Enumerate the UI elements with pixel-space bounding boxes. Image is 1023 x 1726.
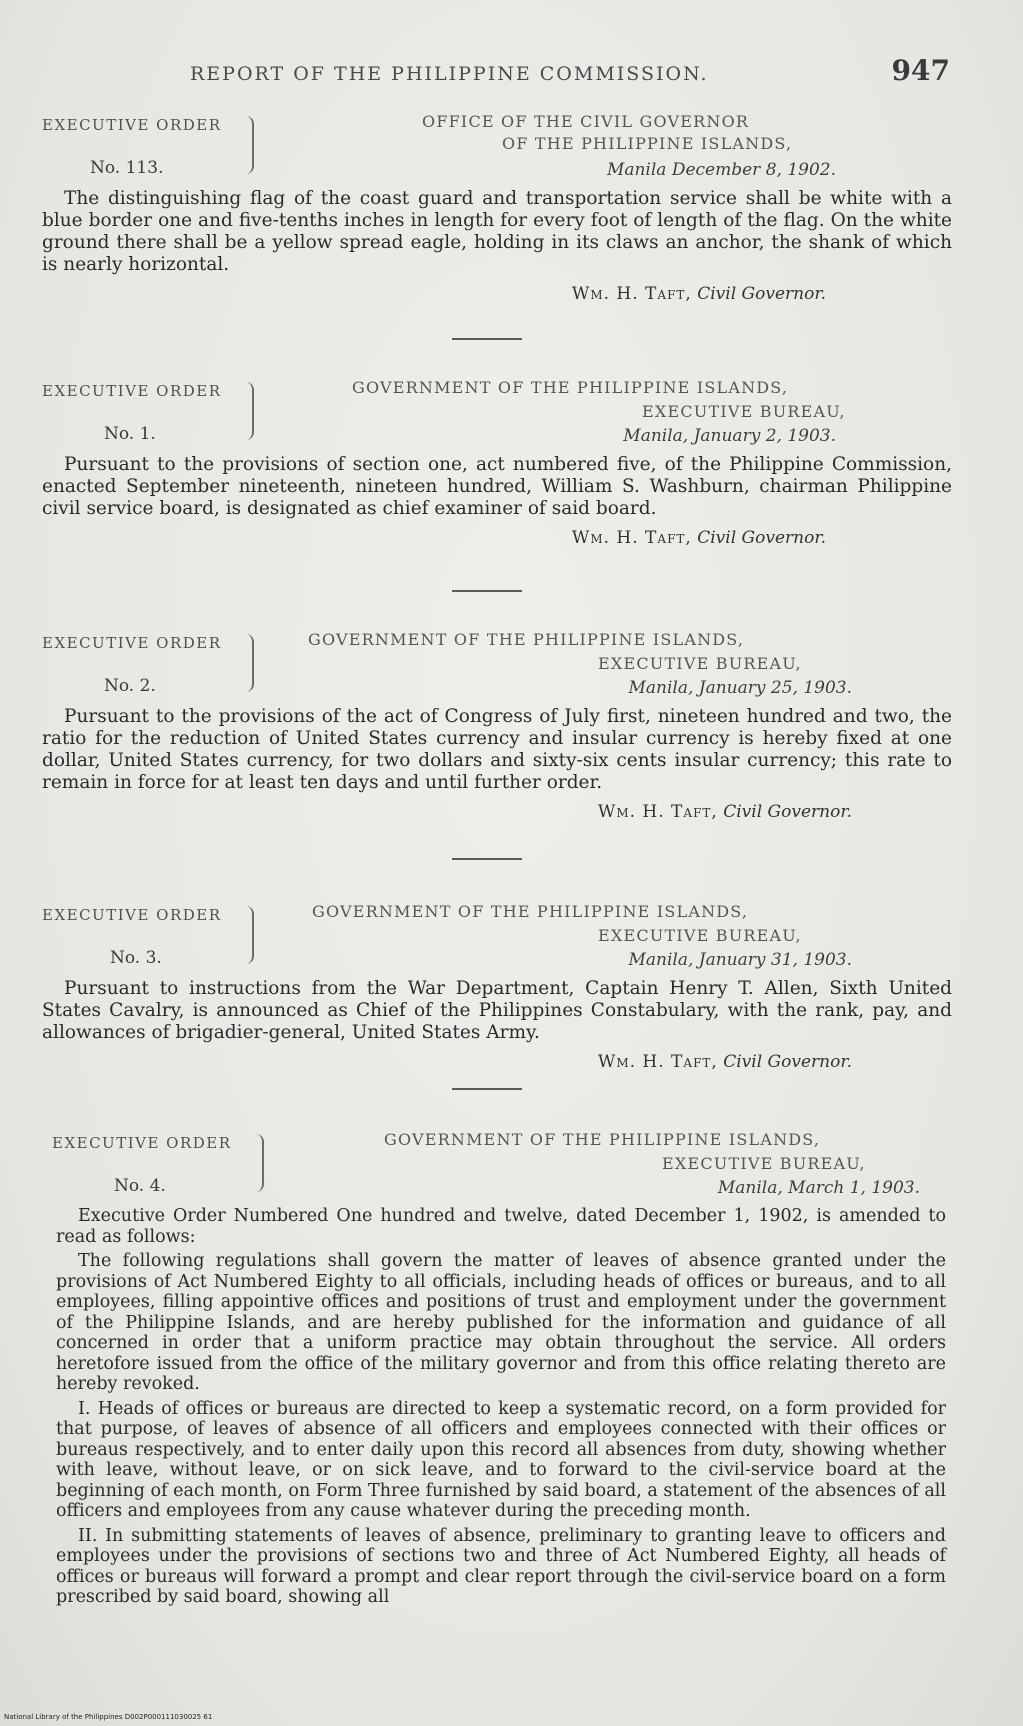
order-paragraph: The following regulations shall govern the matter of leaves of absence granted under the provisions of Act Numbered Eighty to all officials, including heads of offices or bureaus, and to all employees, filling appointive offices and positions of trust and employment under the government of the Philippine Islands, and are hereby published for the information and guidance of all concerned in order that a uniform practice may obtain throughout the service. All orders heretofore issued from the office of the military governor and from this office relating thereto are hereby revoked. <box>56 1251 946 1394</box>
office-line: EXECUTIVE BUREAU, <box>662 1154 866 1173</box>
order-number: No. 3. <box>110 948 162 968</box>
order-paragraph: The distinguishing flag of the coast guard and transportation service shall be white with a blue border one and five-tenths inches in length for every foot of length of the flag. On the white ground there shall be a yellow spread eagle, holding in its claws an anchor, the shank of which is nearly horizontal. <box>42 188 952 275</box>
executive-order-1 <box>42 378 952 548</box>
brace <box>242 382 254 440</box>
signature <box>42 528 952 548</box>
order-number: No. 1. <box>104 424 156 444</box>
signature-title: Civil Governor. <box>723 1052 852 1072</box>
brace <box>252 1134 264 1192</box>
office-line: GOVERNMENT OF THE PHILIPPINE ISLANDS, <box>312 902 749 921</box>
office-line: OFFICE OF THE CIVIL GOVERNOR <box>422 112 750 131</box>
signature-title: Civil Governor. <box>697 284 826 304</box>
office-line: EXECUTIVE BUREAU, <box>598 654 802 673</box>
order-number: No. 113. <box>90 158 164 178</box>
signature-title: Civil Governor. <box>723 802 852 822</box>
order-paragraph: Executive Order Numbered One hundred and twelve, dated December 1, 1902, is amended to read as follows: <box>56 1206 946 1247</box>
order-paragraph: II. In submitting statements of leaves of absence, preliminary to granting leave to officers and employees under the provisions of sections two and three of Act Numbered Eighty, all heads of offices or bureaus will forward a prompt and clear report through the civil-service board on a form prescribed by said board, showing all <box>56 1525 946 1607</box>
signature-name: Wm. H. Taft, <box>597 1052 718 1072</box>
dateline: Manila, January 25, 1903. <box>628 678 852 698</box>
office-line: EXECUTIVE BUREAU, <box>642 402 846 421</box>
office-line: OF THE PHILIPPINE ISLANDS, <box>502 134 793 153</box>
brace <box>242 634 254 692</box>
dateline: Manila, January 2, 1903. <box>623 426 836 446</box>
signature <box>42 1052 952 1072</box>
order-number: No. 4. <box>114 1176 166 1196</box>
signature <box>42 284 952 304</box>
order-label: EXECUTIVE ORDER <box>42 906 222 924</box>
brace <box>242 116 254 174</box>
office-line: GOVERNMENT OF THE PHILIPPINE ISLANDS, <box>352 378 789 397</box>
running-head-title: REPORT OF THE PHILIPPINE COMMISSION. <box>190 63 709 85</box>
order-label: EXECUTIVE ORDER <box>42 382 222 400</box>
dateline: Manila December 8, 1902. <box>606 160 836 180</box>
order-number: No. 2. <box>104 676 156 696</box>
page-number: 947 <box>891 54 950 87</box>
executive-order-3 <box>42 902 952 1072</box>
office-line: EXECUTIVE BUREAU, <box>598 926 802 945</box>
order-paragraph: Pursuant to instructions from the War Department, Captain Henry T. Allen, Sixth United States Cavalry, is announced as Chief of the Philippines Constabulary, with the rank, pay, and allowances of brigadier-general, United States Army. <box>42 978 952 1043</box>
order-paragraph: Pursuant to the provisions of the act of Congress of July first, nineteen hundred and two, the ratio for the reduction of United States currency and insular currency is hereby fixed at one dollar, United States currency, for two dollars and sixty-six cents insular currency; this rate to remain in force for at least ten days and until further order. <box>42 706 952 793</box>
brace <box>242 906 254 964</box>
executive-order-113 <box>42 112 952 304</box>
signature <box>42 802 952 822</box>
scan-footer: National Library of the Philippines D002P000111030025 61 <box>4 1713 213 1721</box>
signature-title: Civil Governor. <box>697 528 826 548</box>
office-line: GOVERNMENT OF THE PHILIPPINE ISLANDS, <box>384 1130 821 1149</box>
order-paragraph: Pursuant to the provisions of section one, act numbered five, of the Philippine Commission, enacted September nineteenth, nineteen hundred, William S. Washburn, chairman Philippine civil service board, is designated as chief examiner of said board. <box>42 454 952 519</box>
signature-name: Wm. H. Taft, <box>571 284 692 304</box>
section-divider <box>452 1088 522 1090</box>
section-divider <box>452 338 522 340</box>
section-divider <box>452 858 522 860</box>
dateline: Manila, January 31, 1903. <box>628 950 852 970</box>
order-label: EXECUTIVE ORDER <box>42 116 222 134</box>
executive-order-4 <box>42 1130 952 1608</box>
signature-name: Wm. H. Taft, <box>597 802 718 822</box>
order-paragraph: I. Heads of offices or bureaus are directed to keep a systematic record, on a form provided for that purpose, of leaves of absence of all officers and employees connected with their offices or bureaus respectively, and to enter daily upon this record all absences from duty, showing whether with leave, without leave, or on sick leave, and to forward to the civil-service board at the beginning of each month, on Form Three furnished by said board, a statement of the absences of all officers and employees from any cause whatever during the preceding month. <box>56 1398 946 1521</box>
dateline: Manila, March 1, 1903. <box>717 1178 920 1198</box>
order-label: EXECUTIVE ORDER <box>52 1134 232 1152</box>
signature-name: Wm. H. Taft, <box>571 528 692 548</box>
office-line: GOVERNMENT OF THE PHILIPPINE ISLANDS, <box>308 630 745 649</box>
executive-order-2 <box>42 630 952 822</box>
running-head <box>190 54 950 87</box>
section-divider <box>452 590 522 592</box>
order-label: EXECUTIVE ORDER <box>42 634 222 652</box>
